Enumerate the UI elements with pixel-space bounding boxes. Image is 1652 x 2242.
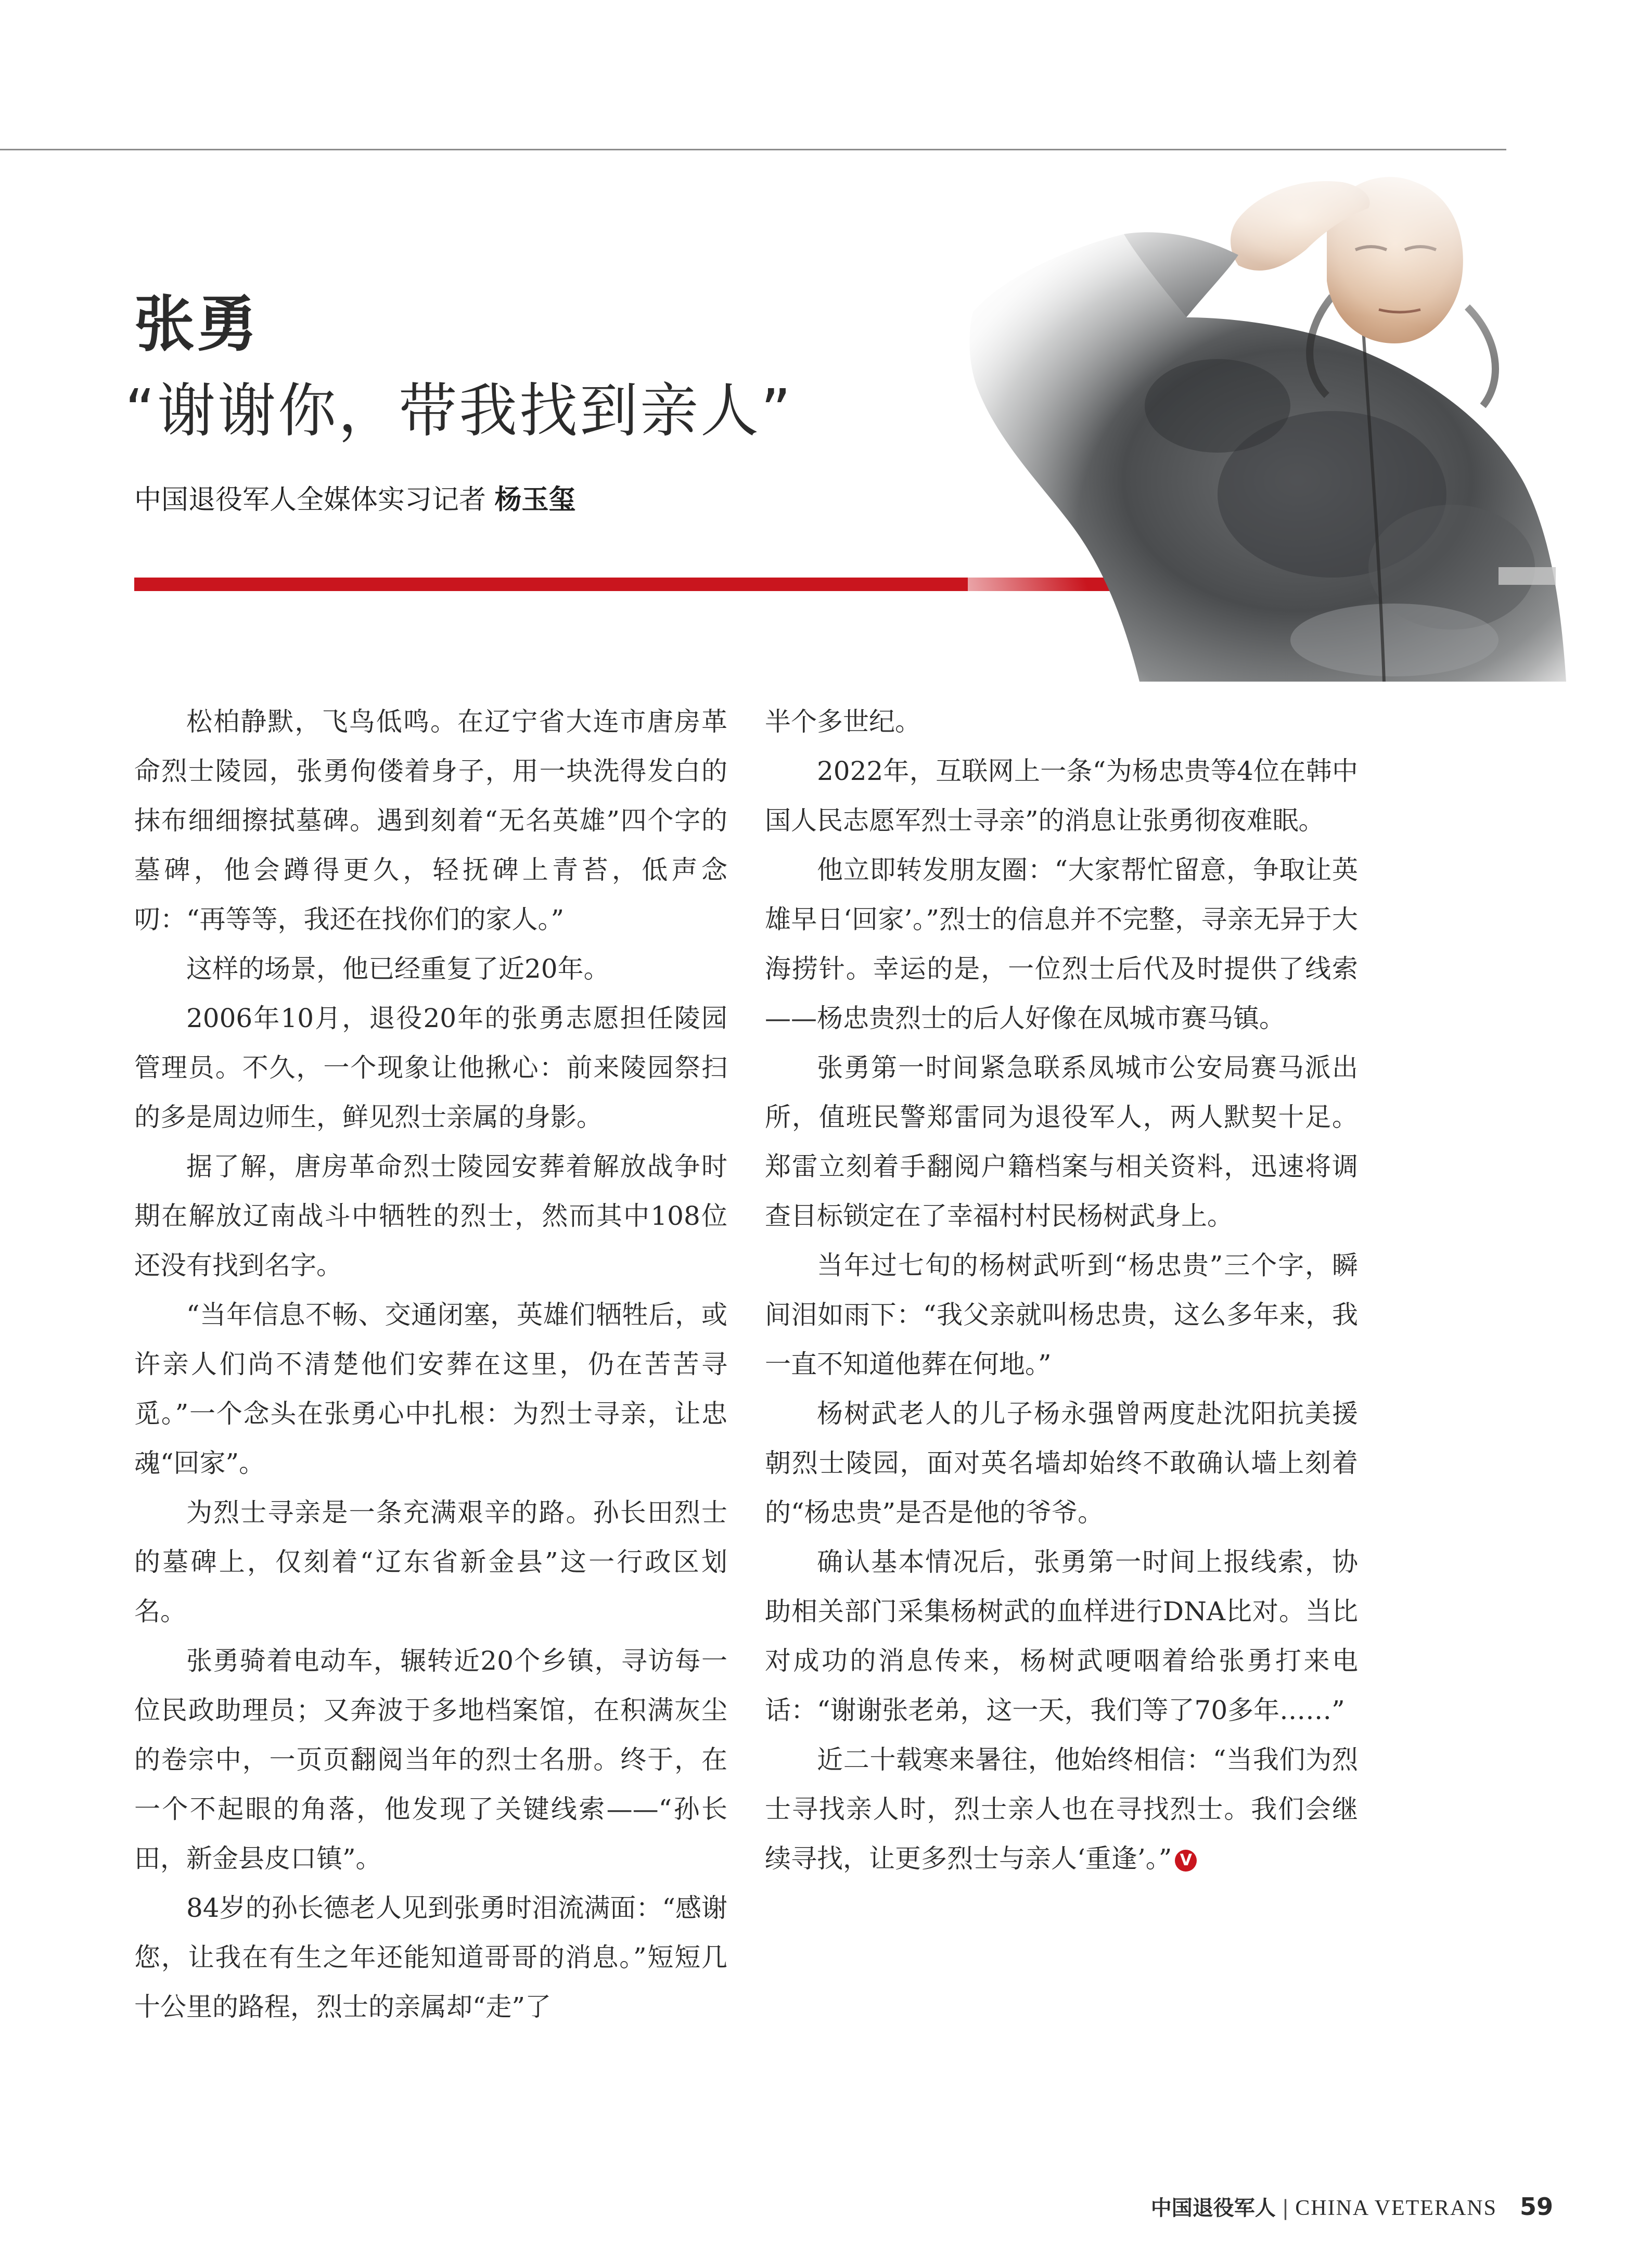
article-paragraph: 张勇第一时间紧急联系凤城市公安局赛马派出所，值班民警郑雷同为退役军人，两人默契十足。郑雷立刻着手翻阅户籍档案与相关资料，迅速将调查目标锁定在了幸福村村民杨树武身上。 [765, 1053, 1358, 1231]
byline [134, 478, 576, 517]
article-paragraph-continued: 半个多世纪。 [765, 707, 921, 737]
article-paragraph: 确认基本情况后，张勇第一时间上报线索，协助相关部门采集杨树武的血样进行DNA比对。当比对成功的消息传来，杨树武哽咽着给张勇打来电话：“谢谢张老弟，这一天，我们等了70多年……” [765, 1547, 1358, 1725]
page-number: 59 [1519, 2193, 1553, 2221]
article-paragraph: 当年过七旬的杨树武听到“杨忠贵”三个字，瞬间泪如雨下：“我父亲就叫杨忠贵，这么多年来，我一直不知道他葬在何地。” [765, 1250, 1358, 1379]
article-paragraph: 据了解，唐房革命烈士陵园安葬着解放战争时期在解放辽南战斗中牺牲的烈士，然而其中108位还没有找到名字。 [134, 1151, 727, 1280]
article-paragraph: 杨树武老人的儿子杨永强曾两度赴沈阳抗美援朝烈士陵园，面对英名墙却始终不敢确认墙上刻着的“杨忠贵”是否是他的爷爷。 [765, 1399, 1358, 1528]
final-paragraph-text: 近二十载寒来暑往，他始终相信：“当我们为烈士寻找亲人时，烈士亲人也在寻找烈士。我们会继续寻找，让更多烈士与亲人‘重逢’。” [765, 1745, 1358, 1874]
article-paragraph: 为烈士寻亲是一条充满艰辛的路。孙长田烈士的墓碑上，仅刻着“辽东省新金县”这一行政区划名。 [134, 1497, 727, 1626]
article-column-right [765, 697, 1358, 1884]
article-paragraph: 松柏静默，飞鸟低鸣。在辽宁省大连市唐房革命烈士陵园，张勇佝偻着身子，用一块洗得发白的抹布细细擦拭墓碑。遇到刻着“无名英雄”四个字的墓碑，他会蹲得更久，轻抚碑上青苔，低声念叨：“再等等，我还在找你们的家人。” [134, 707, 727, 934]
top-rule [0, 149, 1506, 150]
article-paragraph: 2006年10月，退役20年的张勇志愿担任陵园管理员。不久，一个现象让他揪心：前来陵园祭扫的多是周边师生，鲜见烈士亲属的身影。 [134, 1003, 727, 1132]
article-paragraph: 84岁的孙长德老人见到张勇时泪流满面：“感谢您，让我在有生之年还能知道哥哥的消息。”短短几十公里的路程，烈士的亲属却“走”了 [134, 1893, 727, 2022]
page-footer [1151, 2192, 1553, 2221]
page-title: 张勇 [134, 289, 259, 360]
footer-brand-cn: 中国退役军人 [1150, 2196, 1276, 2220]
portrait-illustration [968, 172, 1582, 682]
article-paragraph: 他立即转发朋友圈：“大家帮忙留意，争取让英雄早日‘回家’。”烈士的信息并不完整，寻亲无异于大海捞针。幸运的是，一位烈士后代及时提供了线索——杨忠贵烈士的后人好像在凤城市赛马镇。 [765, 855, 1358, 1033]
article-paragraph: “当年信息不畅、交通闭塞，英雄们牺牲后，或许亲人们尚不清楚他们安葬在这里，仍在苦苦寻觅。”一个念头在张勇心中扎根：为烈士寻亲，让忠魂“回家”。 [134, 1300, 727, 1478]
footer-separator: | [1282, 2196, 1289, 2220]
article-paragraph: 2022年，互联网上一条“为杨忠贵等4位在韩中国人民志愿军烈士寻亲”的消息让张勇彻夜难眠。 [765, 756, 1358, 836]
byline-author: 杨玉玺 [494, 484, 576, 516]
byline-prefix: 中国退役军人全媒体实习记者 [134, 484, 486, 516]
headline: “谢谢你，带我找到亲人” [125, 377, 793, 445]
end-mark-icon: V [1175, 1850, 1197, 1872]
article-paragraph: 这样的场景，他已经重复了近20年。 [186, 954, 610, 984]
article-paragraph: 张勇骑着电动车，辗转近20个乡镇，寻访每一位民政助理员；又奔波于多地档案馆，在积满灰尘的卷宗中，一页页翻阅当年的烈士名册。终于，在一个不起眼的角落，他发现了关键线索——“孙长田，新金县皮口镇”。 [134, 1646, 727, 1874]
article-column-left [134, 697, 727, 2032]
footer-brand-en: CHINA VETERANS [1295, 2196, 1497, 2220]
article-paragraph-final [765, 1735, 1358, 1884]
